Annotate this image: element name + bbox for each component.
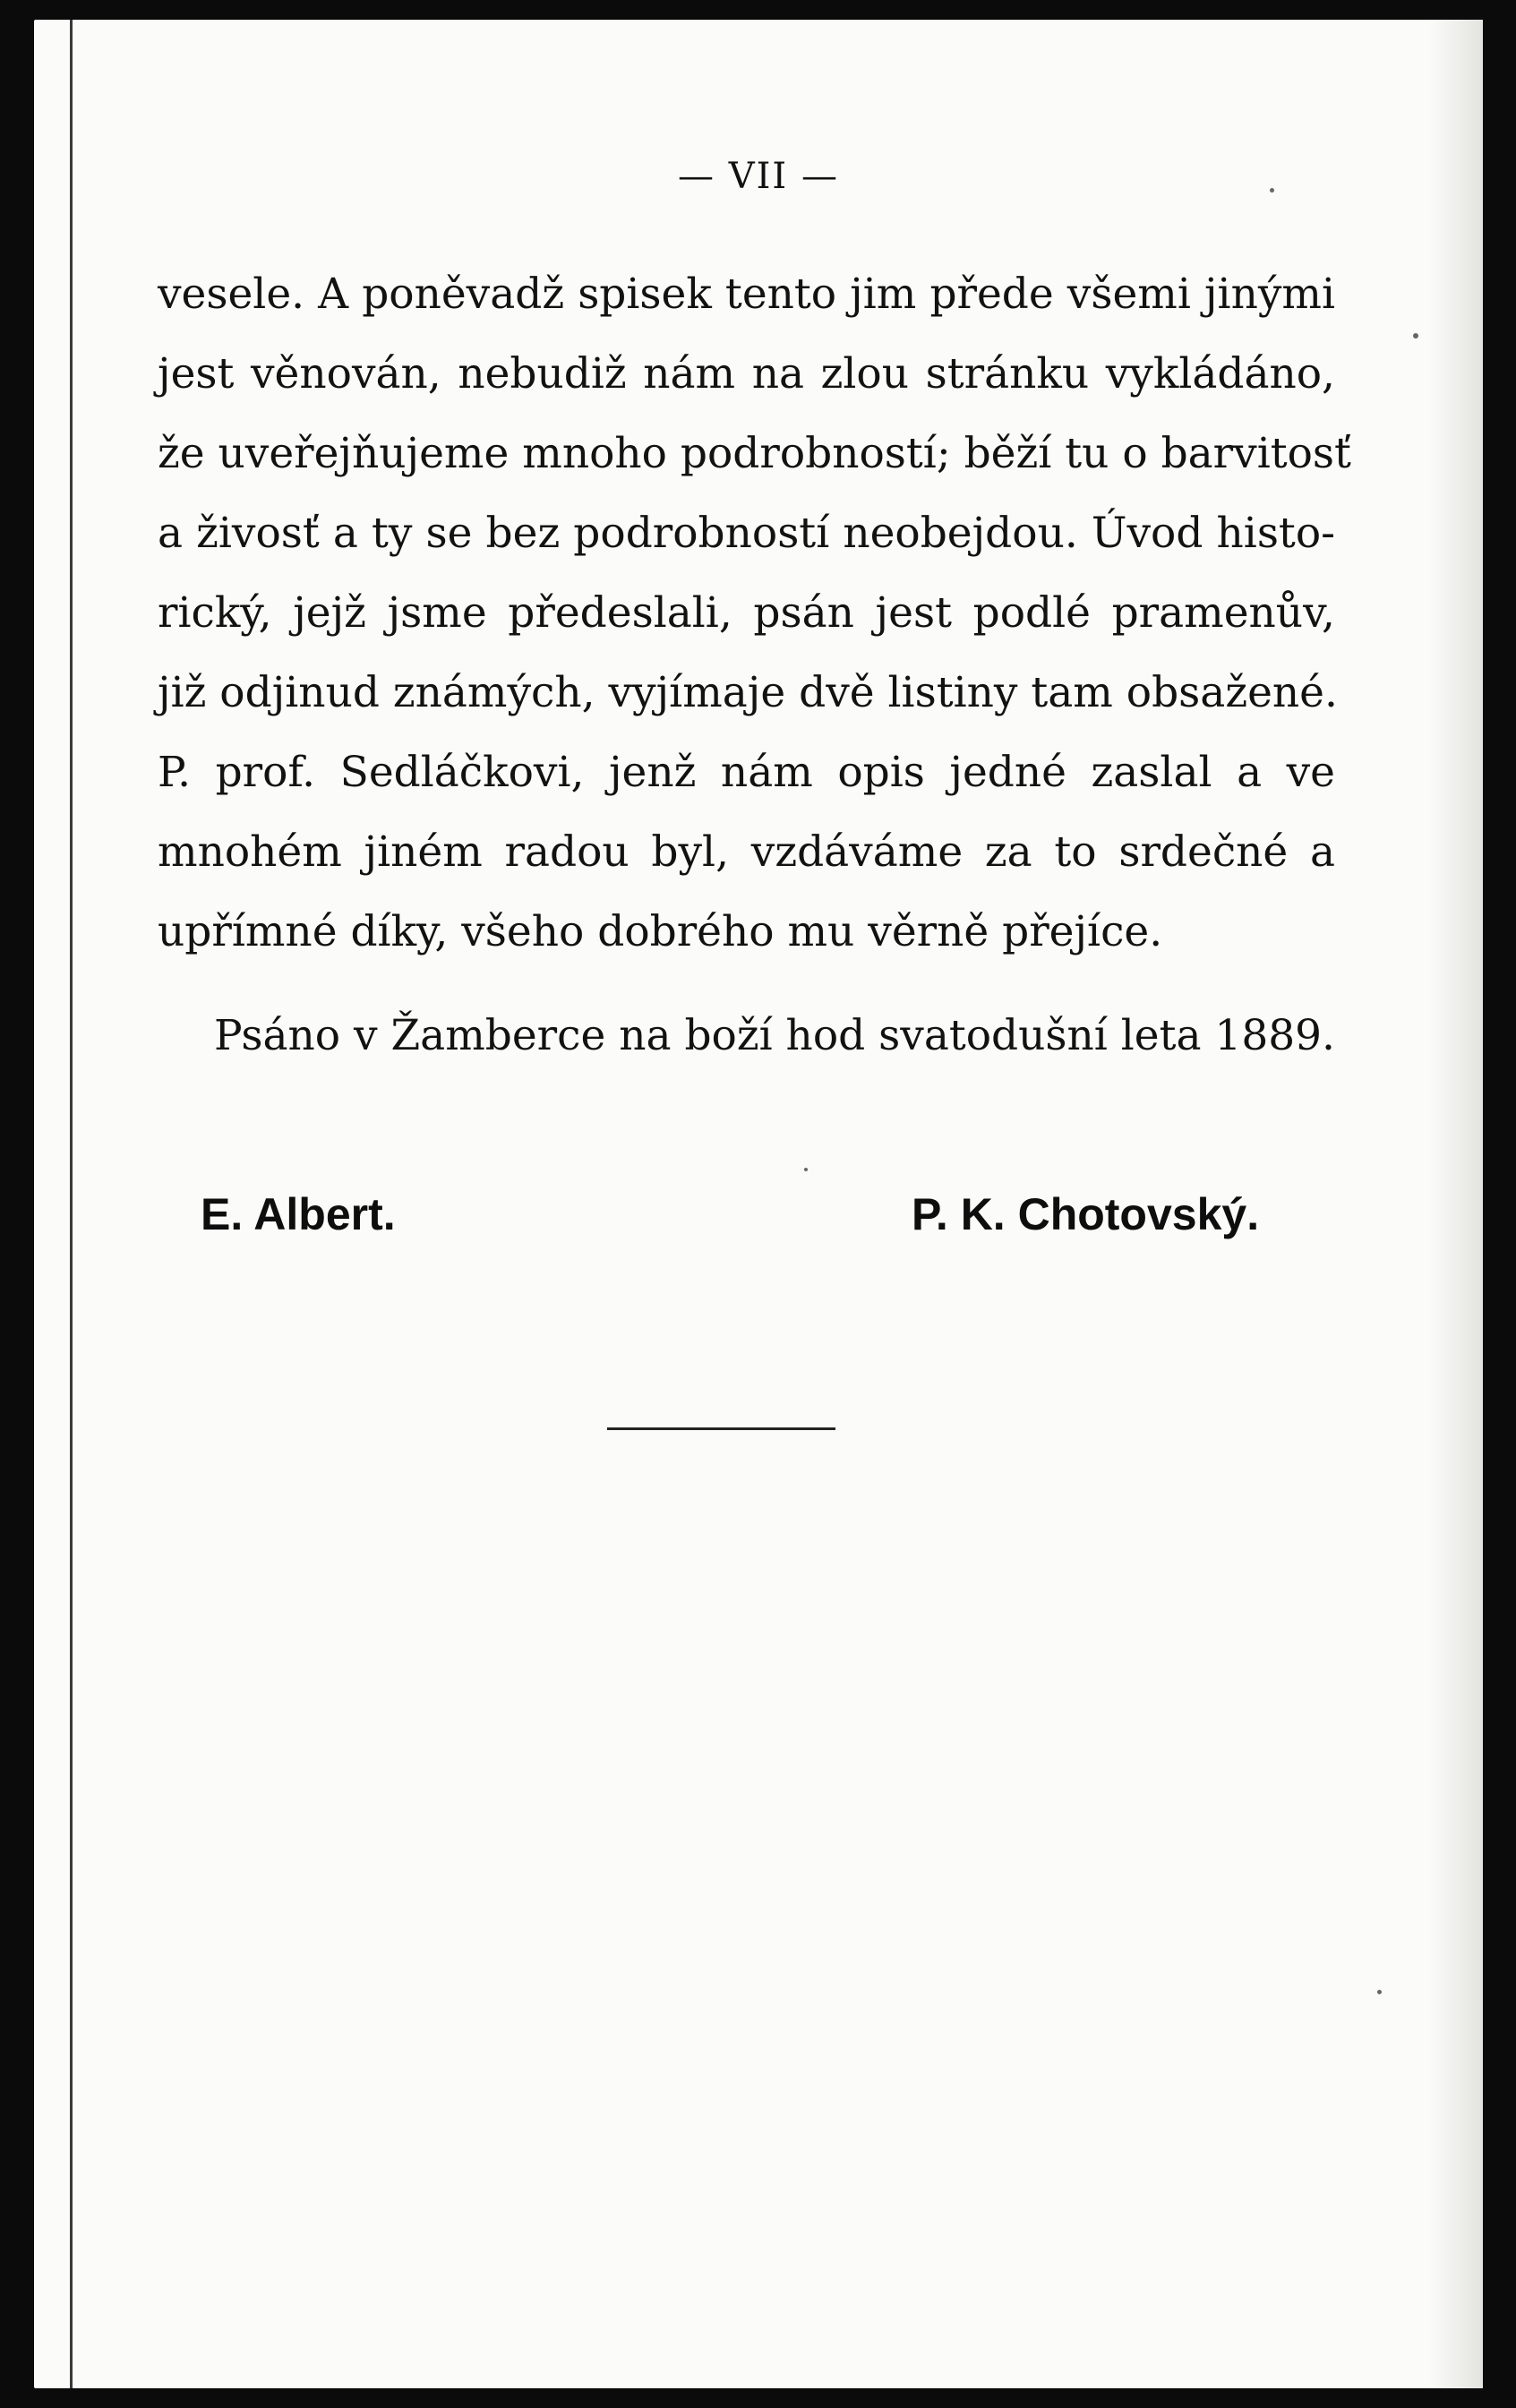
text-line: vesele. A poněvadž spisek tento jim přede všemi jinými xyxy=(158,270,1335,319)
text-line: rický, jejž jsme předeslali, psán jest podlé pramenův, xyxy=(158,588,1335,638)
text-line: upřímné díky, všeho dobrého mu věrně přejíce. xyxy=(158,907,1163,956)
paper-speck xyxy=(804,1168,808,1171)
text-line: již odjinud známých, vyjímaje dvě listiny tam obsažené. xyxy=(158,668,1338,717)
text-line: a živosť a ty se bez podrobností neobejdou. Úvod histo- xyxy=(158,509,1335,558)
signature-albert: E. Albert. xyxy=(201,1189,396,1239)
paper-speck xyxy=(1377,1990,1382,1994)
book-page xyxy=(34,20,1483,2388)
dateline: Psáno v Žamberce na boží hod svatodušní leta 1889. xyxy=(214,1011,1335,1060)
page-number: — VII — xyxy=(678,156,839,197)
text-line: jest věnován, nebudiž nám na zlou stránku vykládáno, xyxy=(158,349,1335,398)
paper-speck xyxy=(1270,188,1274,193)
signature-chotovsky: P. K. Chotovský. xyxy=(912,1189,1260,1239)
page-edge-shadow xyxy=(1429,20,1483,2388)
text-line: mnohém jiném radou byl, vzdáváme za to srdečné a xyxy=(158,827,1335,877)
paper-speck xyxy=(1413,333,1418,338)
binding-gutter xyxy=(70,20,73,2388)
closing-rule xyxy=(607,1427,835,1430)
text-line: P. prof. Sedláčkovi, jenž nám opis jedné zaslal a ve xyxy=(158,748,1335,797)
text-line: že uveřejňujeme mnoho podrobností; běží tu o barvitosť xyxy=(158,429,1351,478)
body-paragraph xyxy=(158,254,1351,972)
